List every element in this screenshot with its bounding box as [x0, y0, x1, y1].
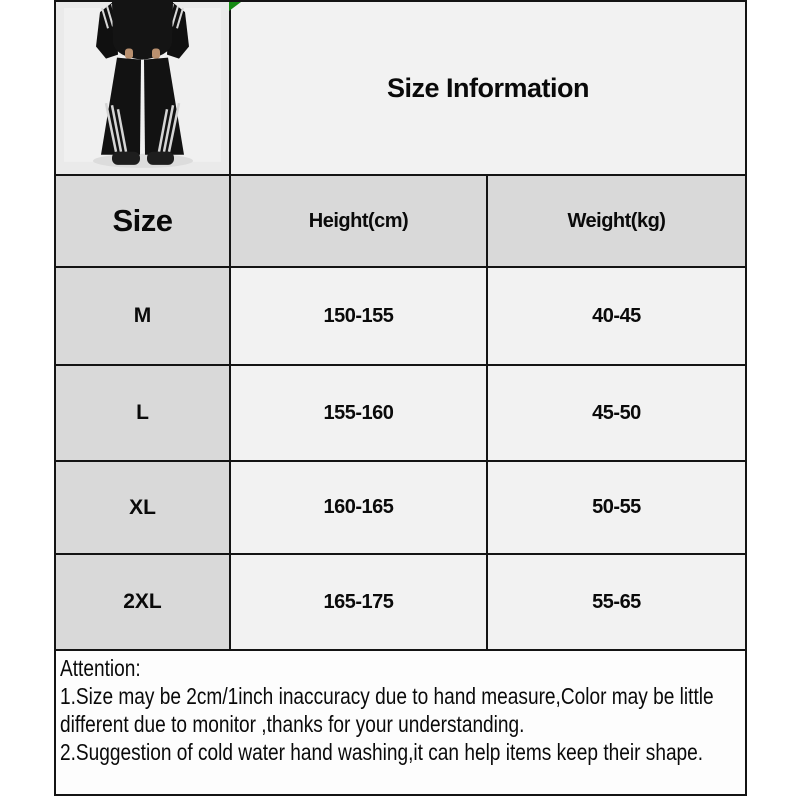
weight-value: 40-45	[488, 268, 745, 364]
green-corner-flag-icon	[229, 2, 241, 11]
size-label: 2XL	[56, 555, 231, 649]
attention-note-line: 1.Size may be 2cm/1inch inaccuracy due to hand measure,Color may be little	[60, 683, 714, 709]
table-row	[56, 462, 745, 555]
column-header-size: Size	[56, 176, 231, 266]
weight-value: 45-50	[488, 366, 745, 460]
size-label: XL	[56, 462, 231, 553]
table-row	[56, 366, 745, 462]
attention-note-line: 2.Suggestion of cold water hand washing,it can help items keep their shape.	[60, 739, 704, 765]
page-title: Size Information	[386, 72, 589, 103]
title-cell	[231, 2, 745, 174]
product-photo	[56, 2, 231, 174]
size-label: L	[56, 366, 231, 460]
size-chart-sheet	[54, 0, 747, 796]
table-header-row	[56, 176, 745, 268]
table-row	[56, 555, 745, 651]
table-row	[56, 268, 745, 366]
weight-value: 50-55	[488, 462, 745, 553]
column-header-weight: Weight(kg)	[488, 176, 745, 266]
attention-notes	[56, 651, 745, 794]
height-value: 165-175	[231, 555, 488, 649]
size-label: M	[56, 268, 231, 364]
top-row	[56, 2, 745, 176]
column-header-height: Height(cm)	[231, 176, 488, 266]
attention-heading: Attention:	[60, 655, 141, 681]
height-value: 155-160	[231, 366, 488, 460]
tracksuit-model-illustration	[56, 2, 229, 174]
attention-note-line: different due to monitor ,thanks for your understanding.	[60, 711, 525, 737]
height-value: 160-165	[231, 462, 488, 553]
height-value: 150-155	[231, 268, 488, 364]
weight-value: 55-65	[488, 555, 745, 649]
